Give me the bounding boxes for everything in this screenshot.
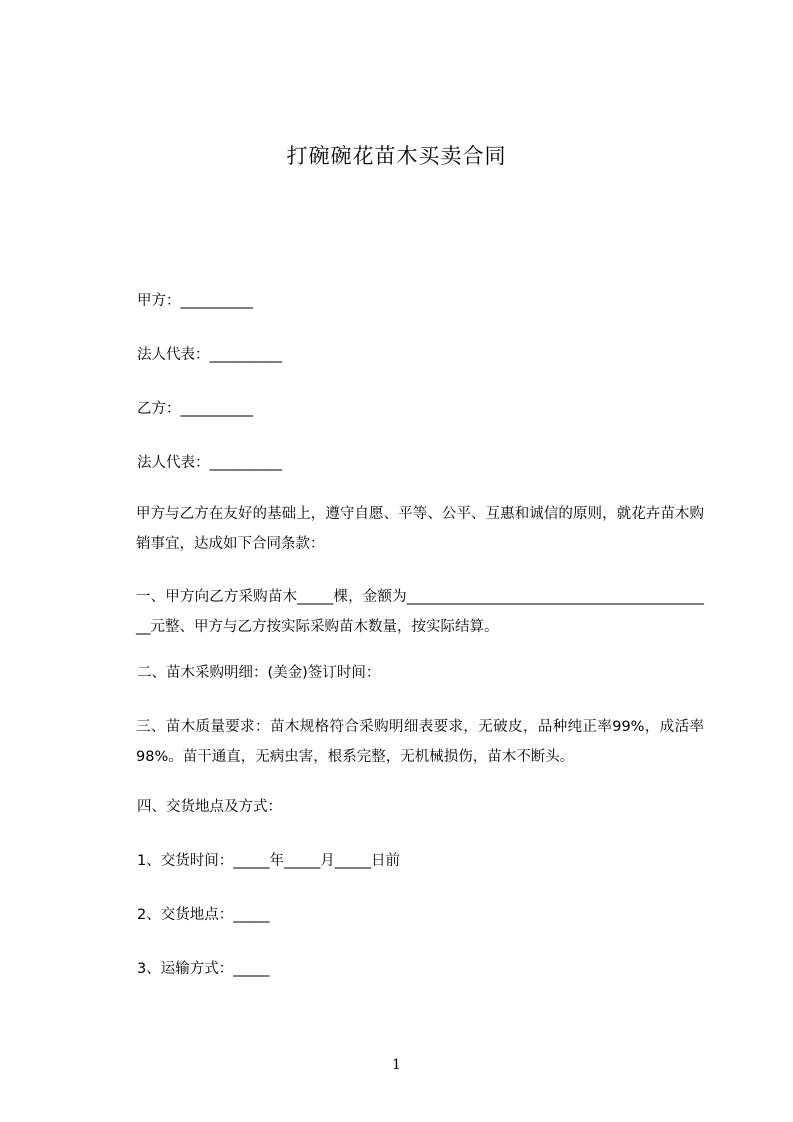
party-b-representative-line: 法人代表：__________ bbox=[137, 455, 282, 471]
transport-method-item: 3、运输方式：_____ bbox=[137, 961, 270, 977]
clause-4-heading: 四、交货地点及方式： bbox=[137, 799, 282, 815]
party-a-line: 甲方：__________ bbox=[137, 293, 253, 309]
page-number: 1 bbox=[392, 1057, 401, 1073]
delivery-location-item: 2、交货地点：_____ bbox=[137, 907, 270, 923]
clause-3-paragraph bbox=[104, 712, 704, 772]
clause-1-paragraph bbox=[104, 582, 704, 642]
party-b-line: 乙方：__________ bbox=[137, 401, 253, 417]
clause-1-text: 一、甲方向乙方采购苗木_____棵，金额为___________________________________________元整、甲方与乙方按实际采购苗木数量，按实际结算。 bbox=[136, 589, 704, 635]
delivery-time-item: 1、交货时间：_____年_____月_____日前 bbox=[137, 853, 400, 869]
document-title: 打碗碗花苗木买卖合同 bbox=[286, 144, 507, 168]
clause-2-text: 二、苗木采购明细：(美金)签订时间： bbox=[137, 665, 381, 681]
intro-text: 甲方与乙方在友好的基础上，遵守自愿、平等、公平、互惠和诚信的原则，就花卉苗木购销事宜，达成如下合同条款： bbox=[136, 506, 704, 552]
intro-paragraph bbox=[104, 499, 704, 559]
party-a-representative-line: 法人代表：__________ bbox=[137, 347, 282, 363]
clause-3-text: 三、苗木质量要求：苗木规格符合采购明细表要求，无破皮，品种纯正率99%，成活率98%。苗干通直，无病虫害，根系完整，无机械损伤，苗木不断头。 bbox=[136, 719, 704, 765]
